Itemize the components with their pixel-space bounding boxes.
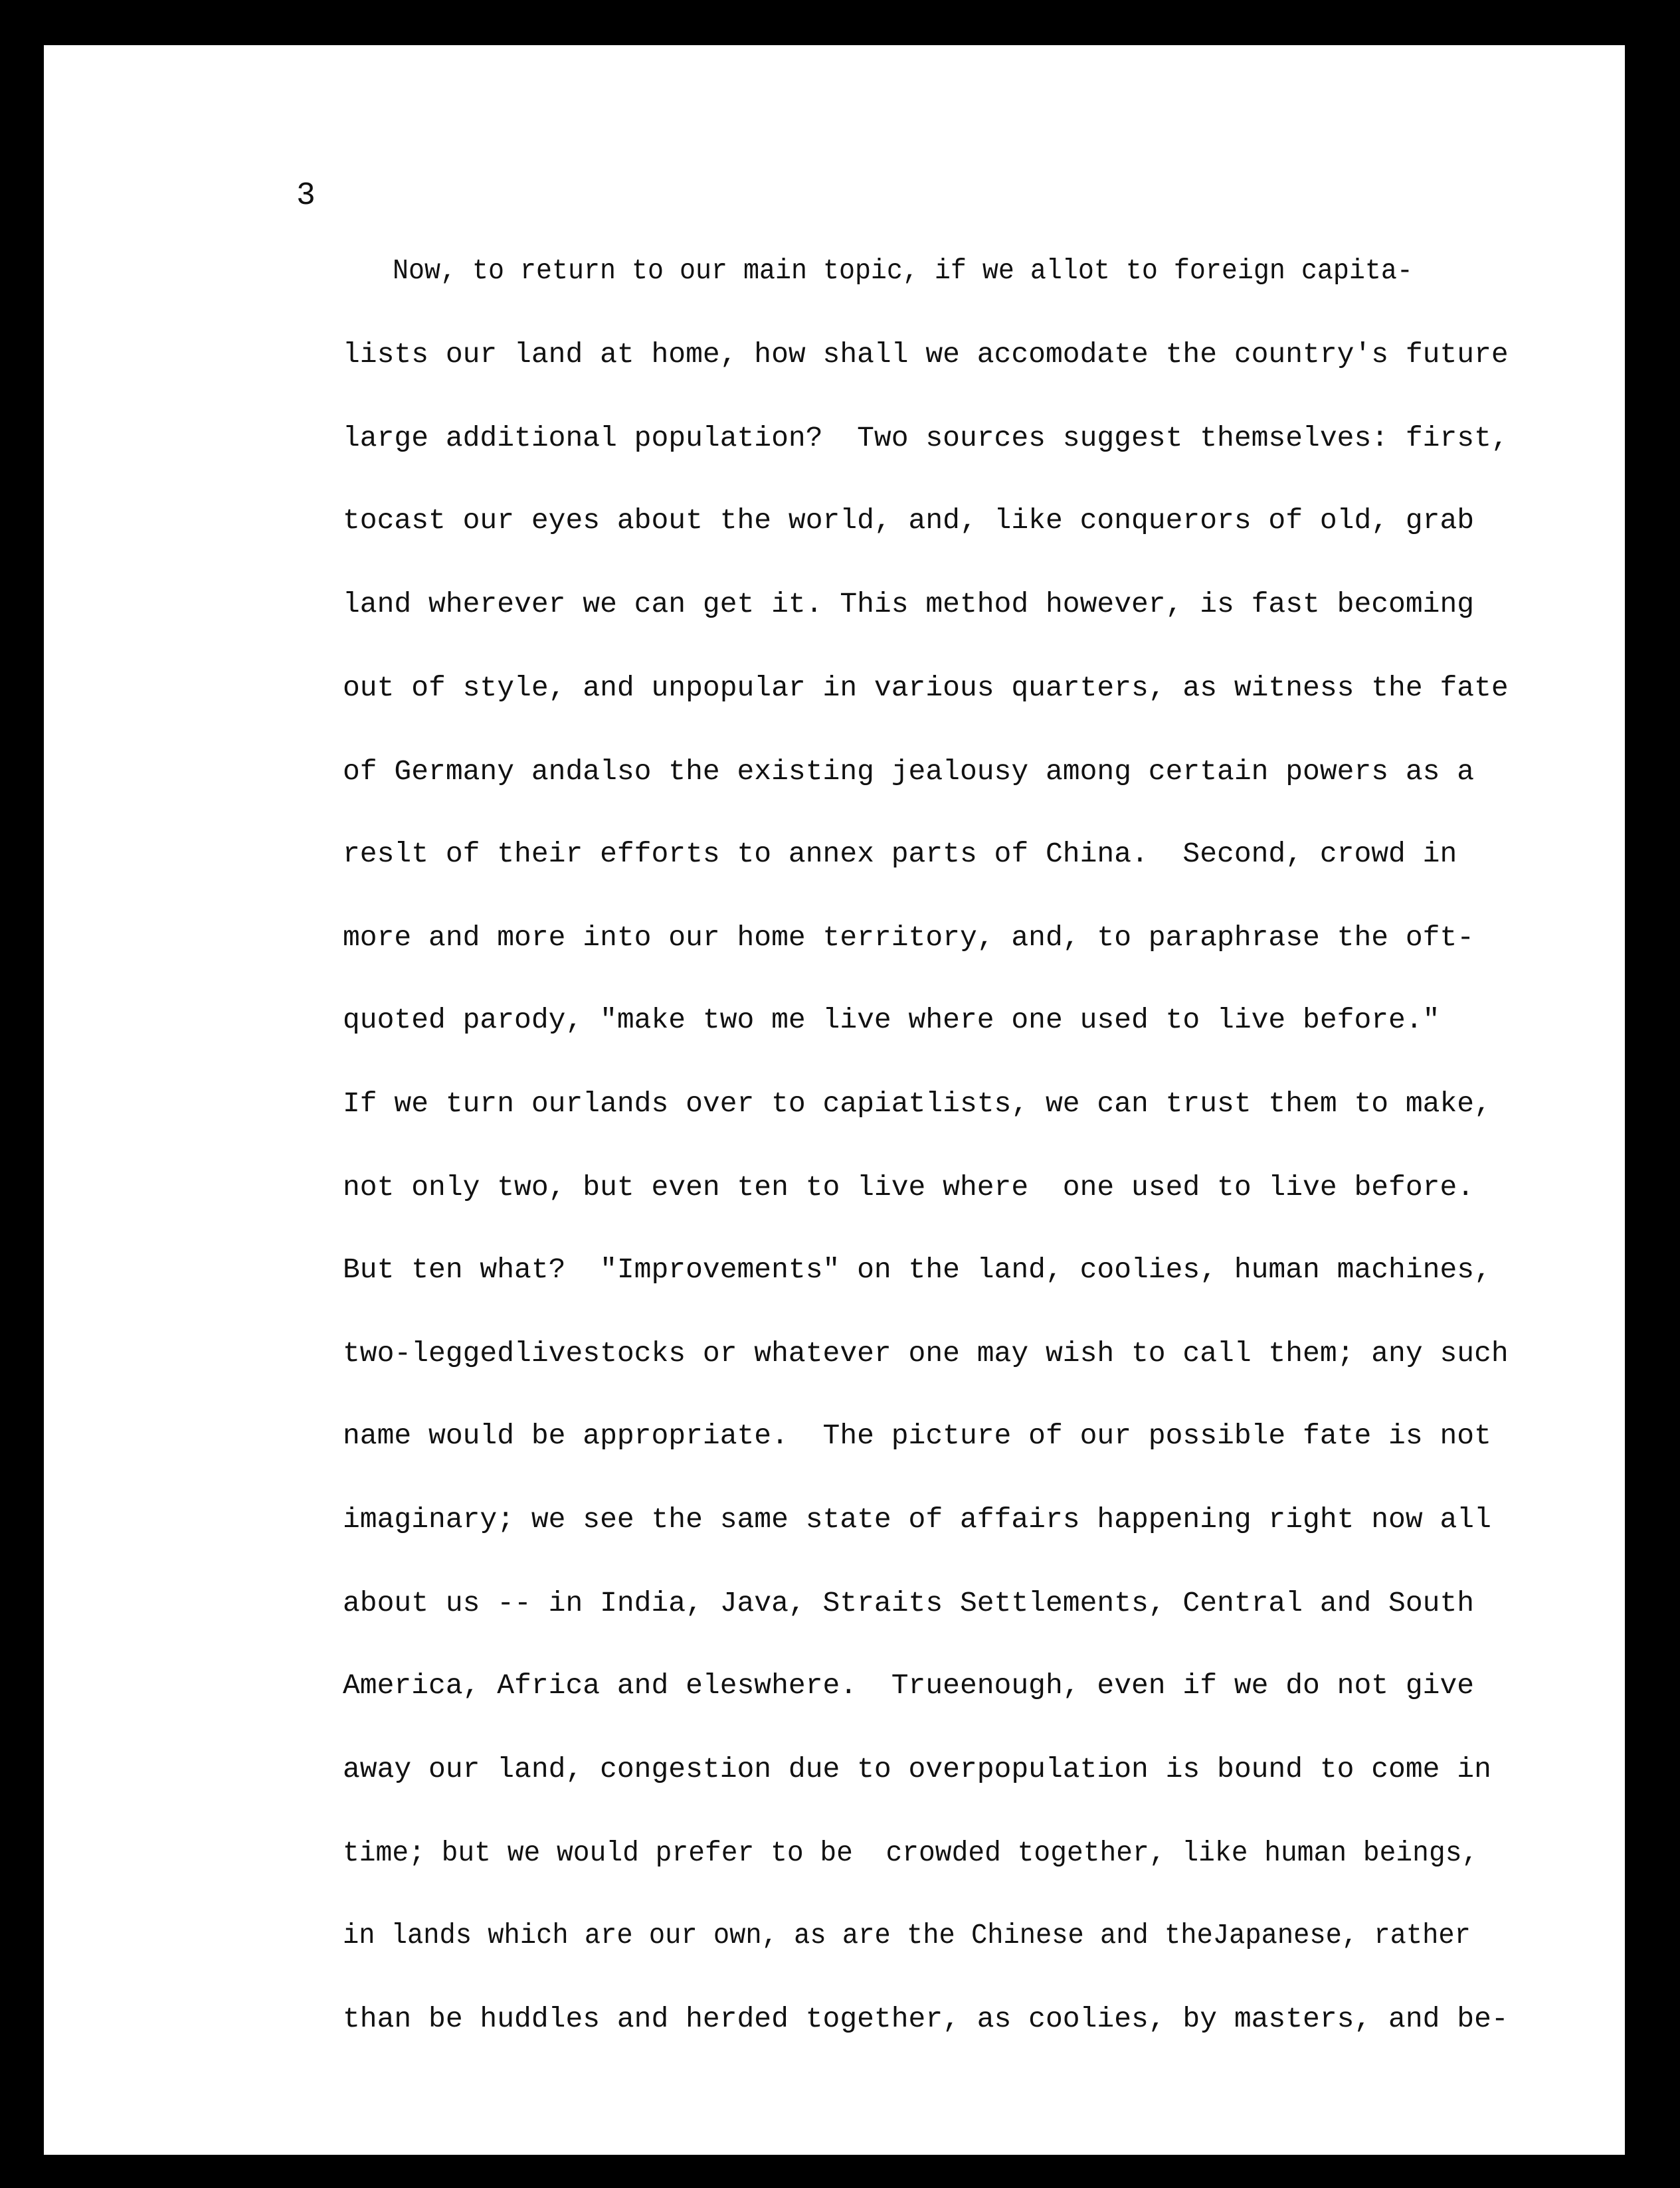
text-line: America, Africa and eleswhere. Trueenough, even if we do not give bbox=[343, 1669, 1475, 1702]
text-line: more and more into our home territory, and, to paraphrase the oft- bbox=[343, 921, 1475, 954]
page-number: 3 bbox=[296, 178, 316, 214]
document-page bbox=[44, 45, 1625, 2155]
text-line: time; but we would prefer to be crowded together, like human beings, bbox=[343, 1837, 1479, 1869]
text-line: not only two, but even ten to live where one used to live before. bbox=[343, 1171, 1475, 1204]
text-line: out of style, and unpopular in various quarters, as witness the fate bbox=[343, 672, 1509, 704]
text-line: of Germany andalso the existing jealousy among certain powers as a bbox=[343, 755, 1475, 788]
text-line: imaginary; we see the same state of affairs happening right now all bbox=[343, 1503, 1491, 1536]
text-line: than be huddles and herded together, as coolies, by masters, and be- bbox=[343, 2003, 1509, 2035]
text-line: in lands which are our own, as are the Chinese and theJapanese, rather bbox=[343, 1919, 1471, 1952]
text-line: quoted parody, "make two me live where one used to live before." bbox=[343, 1004, 1440, 1036]
text-line: But ten what? "Improvements" on the land, coolies, human machines, bbox=[343, 1253, 1491, 1286]
text-line: If we turn ourlands over to capiatlists, we can trust them to make, bbox=[343, 1087, 1491, 1120]
text-line: reslt of their efforts to annex parts of China. Second, crowd in bbox=[343, 838, 1457, 870]
text-line: Now, to return to our main topic, if we allot to foreign capita- bbox=[393, 254, 1413, 287]
text-line: lists our land at home, how shall we accomodate the country's future bbox=[343, 338, 1509, 371]
text-line: large additional population? Two sources suggest themselves: first, bbox=[343, 422, 1509, 454]
text-line: away our land, congestion due to overpopulation is bound to come in bbox=[343, 1753, 1491, 1785]
text-line: about us -- in India, Java, Straits Settlements, Central and South bbox=[343, 1587, 1475, 1619]
text-line: tocast our eyes about the world, and, like conquerors of old, grab bbox=[343, 504, 1475, 537]
text-line: land wherever we can get it. This method however, is fast becoming bbox=[343, 588, 1475, 620]
text-line: two-leggedlivestocks or whatever one may wish to call them; any such bbox=[343, 1337, 1509, 1370]
text-line: name would be appropriate. The picture of our possible fate is not bbox=[343, 1419, 1491, 1452]
